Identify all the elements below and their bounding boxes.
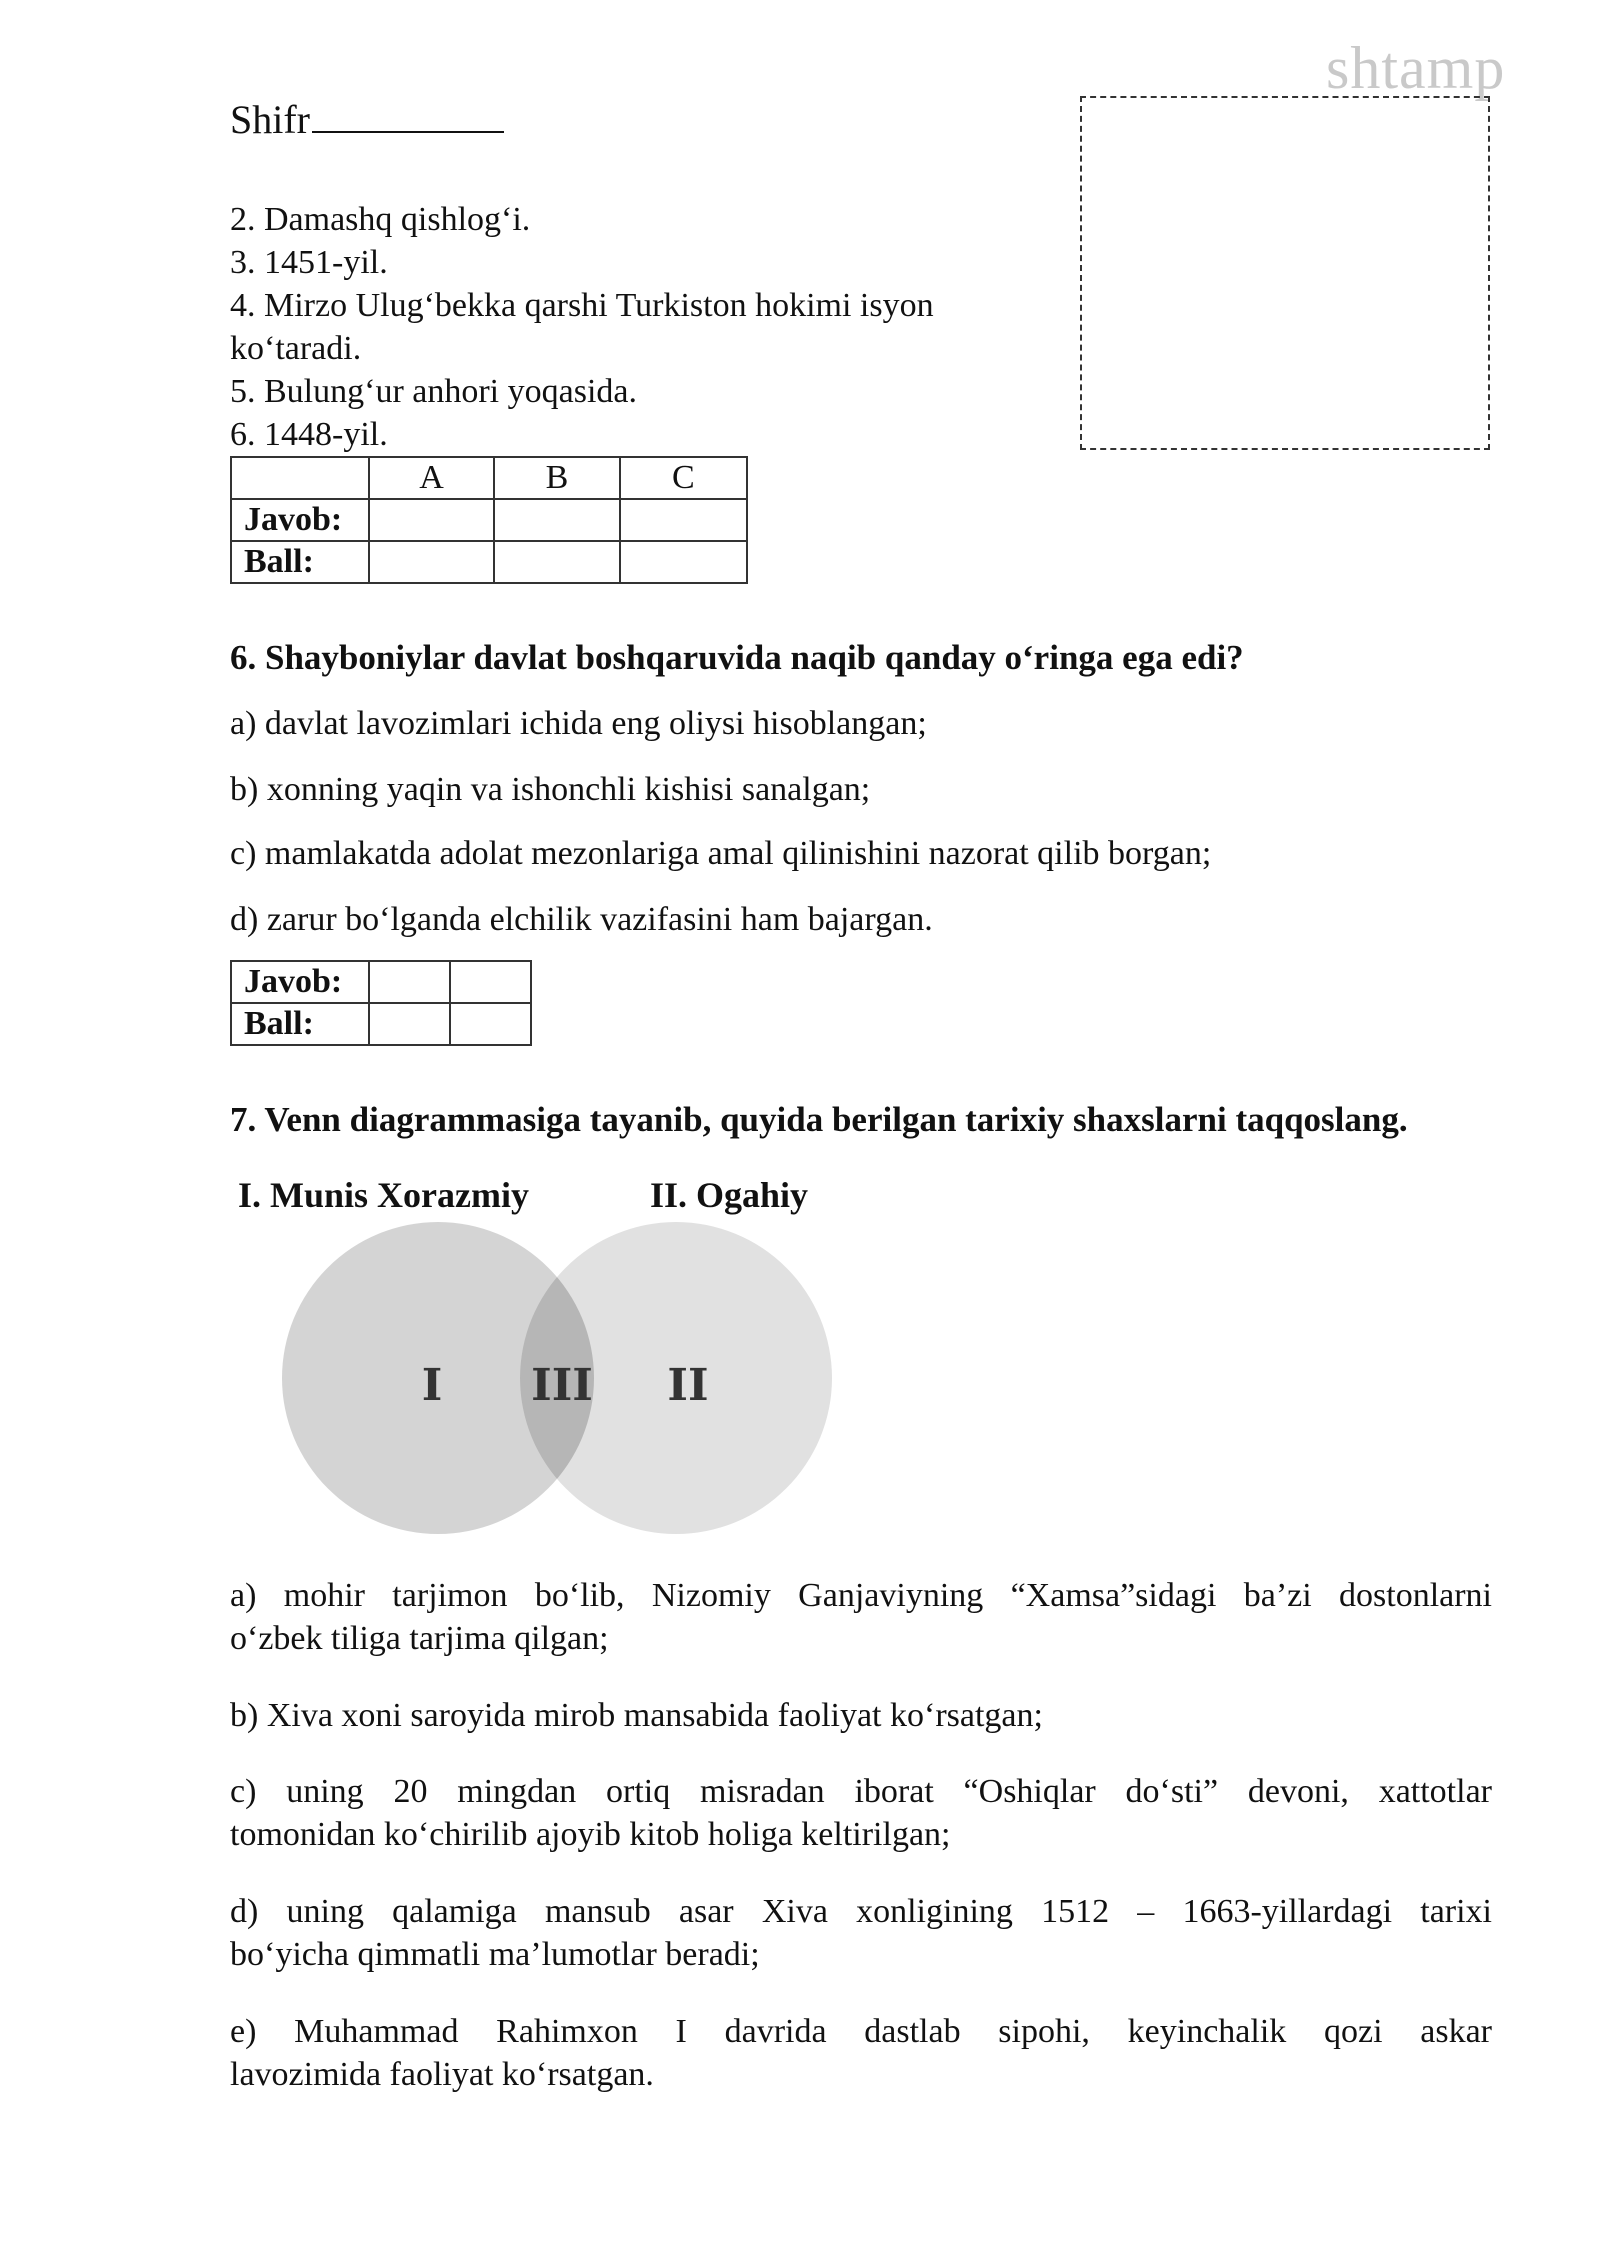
- table-corner-cell: [231, 457, 369, 499]
- score-cell-1[interactable]: [369, 1003, 450, 1045]
- prev-item: 3. 1451-yil.: [230, 244, 388, 281]
- venn-region-middle: III: [531, 1360, 593, 1411]
- q7-option-e-line2: lavozimida faoliyat ko‘rsatgan.: [230, 2056, 654, 2093]
- prev-item: 4. Mirzo Ulug‘bekka qarshi Turkiston hokimi isyon: [230, 287, 934, 324]
- score-cell-2[interactable]: [450, 1003, 531, 1045]
- q7-option-c-line2: tomonidan ko‘chirilib ajoyib kitob holiga keltirilgan;: [230, 1816, 951, 1853]
- prev-items: [230, 198, 934, 456]
- score-cell-a[interactable]: [369, 541, 494, 583]
- answer-cell-b[interactable]: [494, 499, 619, 541]
- q7-option-e: [230, 2010, 1492, 2096]
- javob-label: Javob:: [231, 499, 369, 541]
- answer-table-1: [230, 456, 748, 584]
- venn-region-right: II: [667, 1360, 709, 1411]
- prev-item: 2. Damashq qishlog‘i.: [230, 201, 531, 238]
- question-7-title: 7. Venn diagrammasiga tayanib, quyida berilgan tarixiy shaxslarni taqqoslang.: [230, 1100, 1408, 1139]
- q7-option-a-line1: a) mohir tarjimon bo‘lib, Nizomiy Ganjaviyning “Xamsa”sidagi ba’zi dostonlarni: [230, 1577, 1492, 1614]
- q7-option-b: [230, 1694, 1492, 1737]
- answer-cell-a[interactable]: [369, 499, 494, 541]
- answer-cell-1[interactable]: [369, 961, 450, 1003]
- q7-option-e-line1: e) Muhammad Rahimxon I davrida dastlab sipohi, keyinchalik qozi askar: [230, 2013, 1492, 2050]
- q7-option-c-line1: c) uning 20 mingdan ortiq misradan iborat “Oshiqlar do‘sti” devoni, xattotlar: [230, 1773, 1492, 1810]
- answer-cell-c[interactable]: [620, 499, 747, 541]
- score-cell-b[interactable]: [494, 541, 619, 583]
- prev-item: 6. 1448-yil.: [230, 416, 388, 453]
- watermark: shtamp: [1326, 35, 1506, 101]
- shifr-field[interactable]: [230, 96, 504, 143]
- q7-option-a-line2: o‘zbek tiliga tarjima qilgan;: [230, 1620, 609, 1657]
- header-cell-a: A: [369, 457, 494, 499]
- prev-item: ko‘taradi.: [230, 330, 362, 367]
- q7-option-d-line2: bo‘yicha qimmatli ma’lumotlar beradi;: [230, 1936, 760, 1973]
- ball-label: Ball:: [231, 1003, 369, 1045]
- venn-label-left: I. Munis Xorazmiy: [238, 1175, 529, 1215]
- answer-cell-2[interactable]: [450, 961, 531, 1003]
- venn-diagram: [270, 1210, 850, 1550]
- stamp-box: [1080, 96, 1490, 450]
- q6-option-c: c) mamlakatda adolat mezonlariga amal qilinishini nazorat qilib borgan;: [230, 835, 1212, 872]
- prev-item: 5. Bulung‘ur anhori yoqasida.: [230, 373, 637, 410]
- shifr-label: Shifr: [230, 97, 310, 142]
- question-6-title: 6. Shayboniylar davlat boshqaruvida naqib qanday o‘ringa ega edi?: [230, 638, 1244, 677]
- answer-table-2: [230, 960, 532, 1046]
- score-cell-c[interactable]: [620, 541, 747, 583]
- header-cell-b: B: [494, 457, 619, 499]
- header-cell-c: C: [620, 457, 747, 499]
- q6-option-b: b) xonning yaqin va ishonchli kishisi sanalgan;: [230, 771, 871, 808]
- venn-region-left: I: [421, 1360, 443, 1411]
- q7-option-b-line1: b) Xiva xoni saroyida mirob mansabida faoliyat ko‘rsatgan;: [230, 1697, 1043, 1734]
- javob-label: Javob:: [231, 961, 369, 1003]
- q7-option-c: [230, 1770, 1492, 1856]
- q7-option-a: [230, 1574, 1492, 1660]
- q7-option-d-line1: d) uning qalamiga mansub asar Xiva xonligining 1512 – 1663-yillardagi tarixi: [230, 1893, 1492, 1930]
- shifr-blank-line: [312, 101, 504, 133]
- ball-label: Ball:: [231, 541, 369, 583]
- q6-option-a: a) davlat lavozimlari ichida eng oliysi hisoblangan;: [230, 705, 927, 742]
- venn-label-right: II. Ogahiy: [650, 1175, 809, 1215]
- q6-option-d: d) zarur bo‘lganda elchilik vazifasini ham bajargan.: [230, 901, 933, 938]
- q7-option-d: [230, 1890, 1492, 1976]
